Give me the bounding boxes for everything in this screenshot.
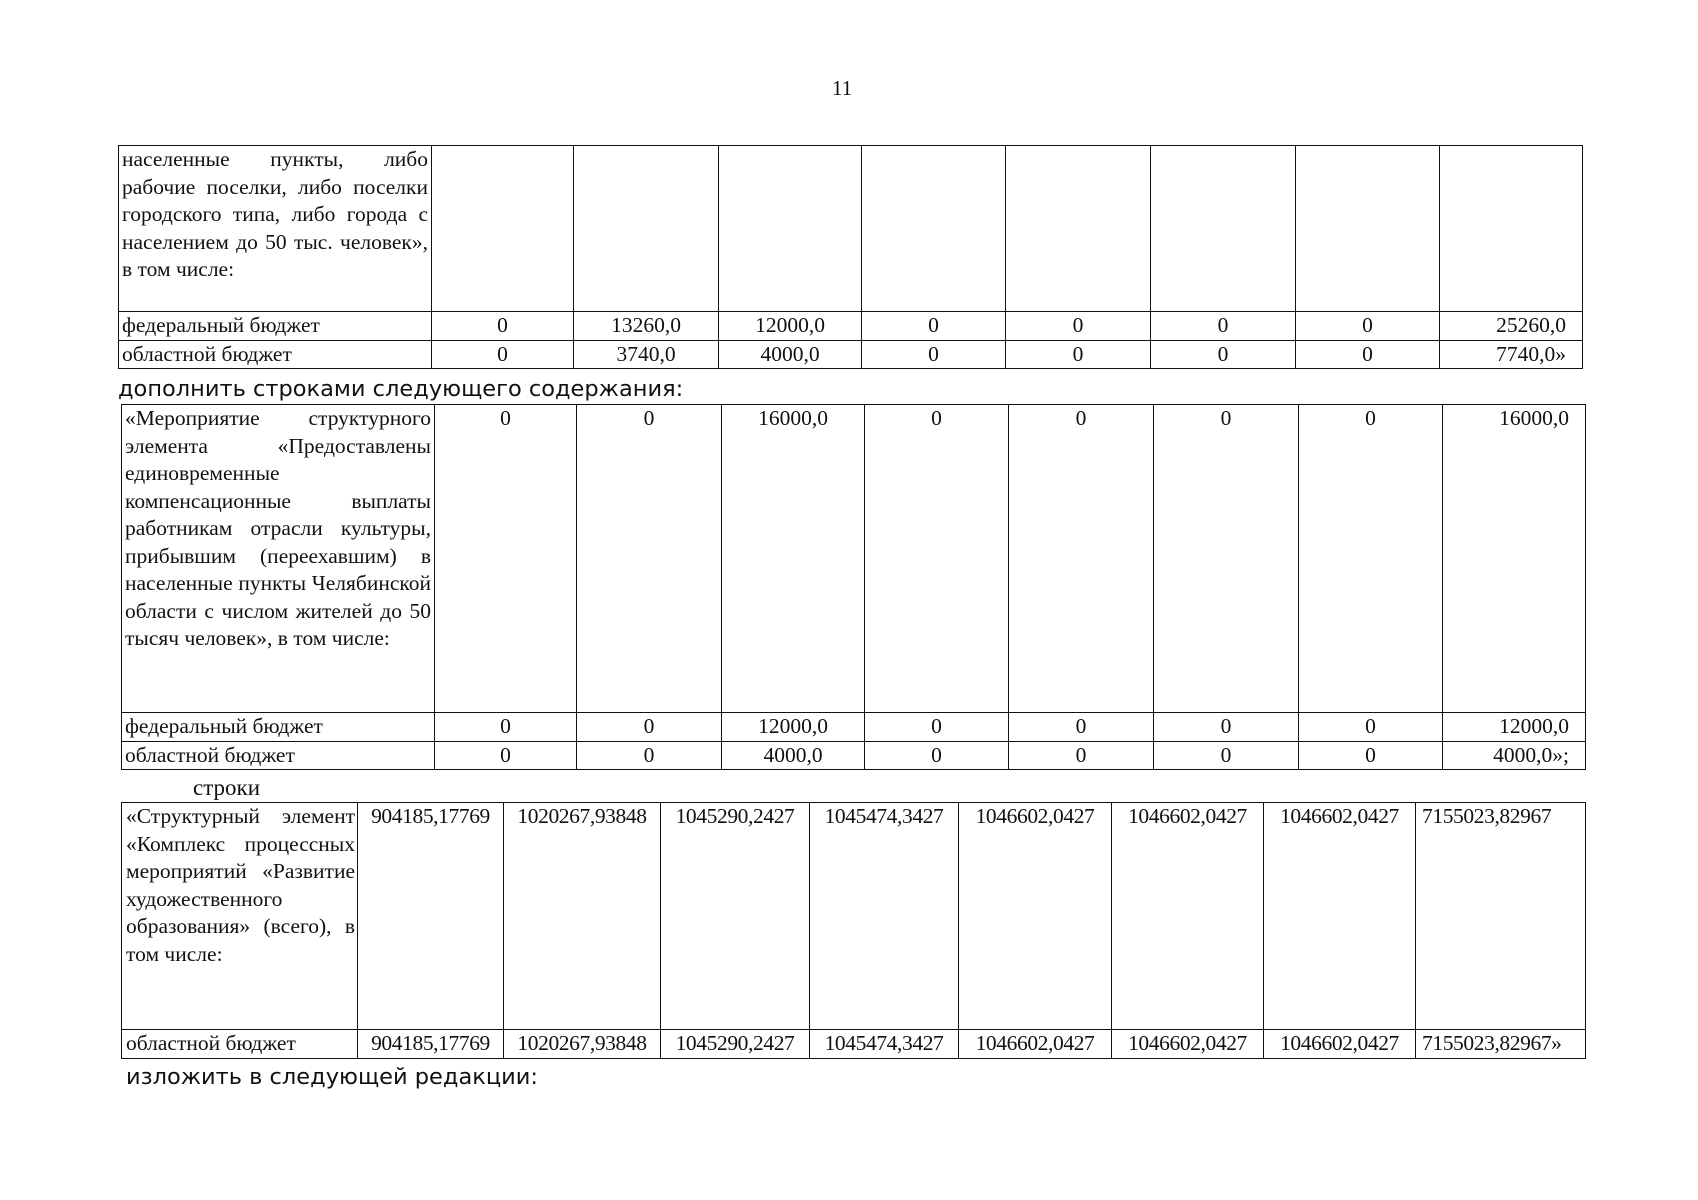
cell-value <box>719 146 862 312</box>
cell-value: 1020267,93848 <box>504 803 661 1030</box>
cell-value <box>1151 146 1296 312</box>
table-row <box>122 1030 1586 1059</box>
budget-table-1 <box>118 145 1583 369</box>
cell-value <box>1296 146 1440 312</box>
table-row <box>122 803 1586 1030</box>
cell-value: 0 <box>435 713 577 742</box>
cell-value: 0 <box>1296 312 1440 341</box>
cell-value: 0 <box>435 405 577 713</box>
row-label: «Мероприятие структурного элемента «Предоставлены единовременные компенсационные выплаты работникам отрасли культуры, прибывшим (переехавшим) в населенные пункты Челябинской области с числом жителей до 50 тысяч человек», в том числе: <box>122 405 435 713</box>
cell-value: 7155023,82967 <box>1416 803 1586 1030</box>
cell-value: 0 <box>1299 405 1443 713</box>
cell-value <box>862 146 1006 312</box>
cell-value: 0 <box>865 713 1009 742</box>
row-label: областной бюджет <box>122 1030 358 1059</box>
cell-value: 0 <box>432 312 574 341</box>
cell-value: 0 <box>577 713 722 742</box>
cell-value <box>1440 146 1583 312</box>
cell-value: 0 <box>1009 741 1154 770</box>
table-row <box>119 340 1583 369</box>
cell-value: 12000,0 <box>722 713 865 742</box>
cell-value: 0 <box>1151 340 1296 369</box>
cell-value: 1045290,2427 <box>661 1030 810 1059</box>
cell-value: 7155023,82967» <box>1416 1030 1586 1059</box>
budget-table-2 <box>121 404 1586 770</box>
table-row <box>119 146 1583 312</box>
cell-value: 7740,0» <box>1440 340 1583 369</box>
cell-value: 1046602,0427 <box>1112 803 1264 1030</box>
instruction-add-rows: дополнить строками следующего содержания: <box>118 376 684 402</box>
cell-value: 16000,0 <box>722 405 865 713</box>
cell-value: 25260,0 <box>1440 312 1583 341</box>
cell-value: 0 <box>1154 405 1299 713</box>
cell-value: 0 <box>865 405 1009 713</box>
cell-value: 0 <box>577 405 722 713</box>
row-label: областной бюджет <box>122 741 435 770</box>
table-row <box>122 713 1586 742</box>
table-row <box>122 741 1586 770</box>
cell-value: 1046602,0427 <box>1112 1030 1264 1059</box>
table-row <box>119 312 1583 341</box>
row-label: населенные пункты, либо рабочие поселки, либо поселки городского типа, либо города с населением до 50 тыс. человек», в том числе: <box>119 146 432 312</box>
cell-value: 1046602,0427 <box>1264 803 1416 1030</box>
cell-value: 904185,17769 <box>358 1030 504 1059</box>
page-number: 11 <box>832 76 853 100</box>
cell-value: 16000,0 <box>1443 405 1586 713</box>
cell-value: 1020267,93848 <box>504 1030 661 1059</box>
cell-value: 4000,0 <box>722 741 865 770</box>
cell-value: 13260,0 <box>574 312 719 341</box>
cell-value: 4000,0»; <box>1443 741 1586 770</box>
cell-value: 1046602,0427 <box>959 803 1112 1030</box>
row-label: «Структурный элемент «Комплекс процессных мероприятий «Развитие художественного образования» (всего), в том числе: <box>122 803 358 1030</box>
cell-value: 1045474,3427 <box>810 803 959 1030</box>
cell-value: 0 <box>1299 713 1443 742</box>
cell-value: 0 <box>1009 405 1154 713</box>
cell-value: 1046602,0427 <box>1264 1030 1416 1059</box>
cell-value: 0 <box>1151 312 1296 341</box>
cell-value: 0 <box>577 741 722 770</box>
table-row <box>122 405 1586 713</box>
cell-value: 1045474,3427 <box>810 1030 959 1059</box>
row-label: федеральный бюджет <box>119 312 432 341</box>
cell-value: 0 <box>1154 741 1299 770</box>
cell-value: 1046602,0427 <box>959 1030 1112 1059</box>
instruction-rows: строки <box>193 775 261 800</box>
row-label: областной бюджет <box>119 340 432 369</box>
cell-value: 0 <box>1009 713 1154 742</box>
cell-value: 12000,0 <box>719 312 862 341</box>
cell-value <box>432 146 574 312</box>
cell-value: 0 <box>432 340 574 369</box>
cell-value: 0 <box>1006 312 1151 341</box>
cell-value: 12000,0 <box>1443 713 1586 742</box>
cell-value: 0 <box>1299 741 1443 770</box>
cell-value: 904185,17769 <box>358 803 504 1030</box>
cell-value: 0 <box>435 741 577 770</box>
cell-value <box>1006 146 1151 312</box>
cell-value: 1045290,2427 <box>661 803 810 1030</box>
cell-value: 0 <box>1296 340 1440 369</box>
cell-value: 3740,0 <box>574 340 719 369</box>
cell-value: 4000,0 <box>719 340 862 369</box>
row-label: федеральный бюджет <box>122 713 435 742</box>
cell-value: 0 <box>1006 340 1151 369</box>
cell-value: 0 <box>862 340 1006 369</box>
instruction-replace: изложить в следующей редакции: <box>126 1064 538 1090</box>
budget-table-3 <box>121 802 1586 1059</box>
cell-value: 0 <box>862 312 1006 341</box>
cell-value: 0 <box>1154 713 1299 742</box>
cell-value <box>574 146 719 312</box>
cell-value: 0 <box>865 741 1009 770</box>
